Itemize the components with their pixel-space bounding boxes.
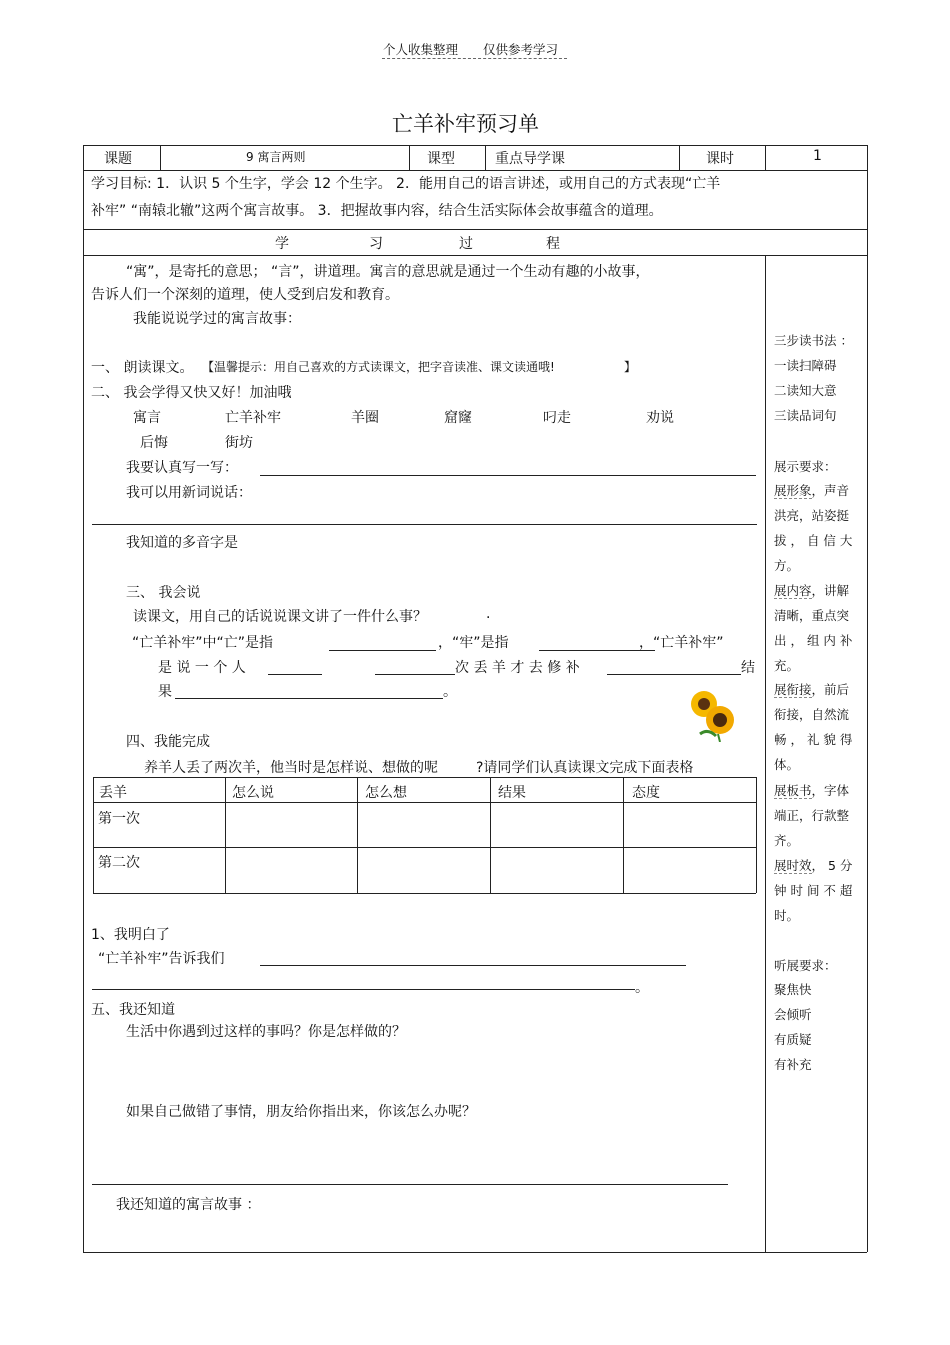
table-header-think: 怎么想 <box>365 785 407 801</box>
sidebar-show-key: 展衔接 <box>774 682 812 697</box>
fill-blank-wang[interactable] <box>329 650 436 651</box>
speak-answer-line[interactable] <box>92 524 757 525</box>
sidebar-show-key: 体。 <box>774 757 800 772</box>
section-1-tip: 【温馨提示：用自己喜欢的方式读课文，把字音读准、课文读通哦! <box>202 360 555 374</box>
table-header-attitude: 态度 <box>632 785 660 801</box>
table-header-lost: 丢羊 <box>99 785 127 801</box>
header-left: 个人收集整理 <box>383 42 459 57</box>
info-key-topic: 课题 <box>104 151 132 167</box>
write-label: 我要认真写一写： <box>126 460 238 476</box>
intro-line-3: 我能说说学过的寓言故事： <box>133 311 301 327</box>
word-8: 街坊 <box>225 435 253 451</box>
table-header-say: 怎么说 <box>232 785 274 801</box>
sidebar-show-line <box>774 506 849 524</box>
fill-text-a: “亡羊补牢”中“亡”是指 <box>132 635 274 651</box>
fill-blank-lao[interactable] <box>539 650 655 651</box>
sidebar-show-key: 钟 时 间 不 超 <box>774 883 853 898</box>
section-1-label: 一、 朗读课文。 <box>91 360 194 376</box>
sidebar-show-key: 畅 ， 礼 貌 得 <box>774 732 853 747</box>
sidebar-show-key: 齐。 <box>774 833 800 848</box>
fill-text-b: ，“牢”是指 <box>438 635 509 651</box>
fill-blank-repair[interactable] <box>607 674 741 675</box>
understand-label: 1、我明白了 <box>91 927 170 943</box>
section-5-answer-line[interactable] <box>92 1184 728 1185</box>
sidebar-listen-title: 听展要求： <box>774 958 837 973</box>
sidebar-show-rest: ， 5 分 <box>811 858 853 873</box>
process-heading-1: 学 <box>275 236 289 252</box>
info-value-type: 重点导学课 <box>495 151 565 167</box>
word-5: 叼走 <box>543 410 571 426</box>
fill-text-d: 是 说 一 个 人 <box>158 660 246 676</box>
table-row-first: 第一次 <box>98 811 140 827</box>
table-top-border <box>83 145 867 146</box>
sidebar-show-line <box>774 531 852 549</box>
sidebar-show-key: 展形象 <box>774 483 812 498</box>
intro-line-1: “寓”，是寄托的意思； “言”，讲道理。寓言的意思就是通过一个生动有趣的小故事， <box>126 264 650 280</box>
sidebar-show-line <box>774 781 849 799</box>
goals-line-1: 学习目标: 1．认识 5 个生字，学会 12 个生字。 2．能用自己的语言讲述，或用自己的方式表现“亡羊 <box>91 176 721 192</box>
word-7: 后悔 <box>140 435 168 451</box>
fill-text-h: 。 <box>443 684 457 700</box>
sidebar-show-key: 展板书 <box>774 783 812 798</box>
sidebar-show-key: 方。 <box>774 558 800 573</box>
sidebar-show-line <box>774 730 852 748</box>
section-4-label: 四、我能完成 <box>126 734 210 750</box>
table-header-result: 结果 <box>498 785 526 801</box>
tells-period: 。 <box>635 980 649 996</box>
sidebar-show-rest: ，讲解 <box>811 583 850 598</box>
goals-line-2: 补牢” “南辕北辙”这两个寓言故事。 3．把握故事内容，结合生活实际体会故事蕴含的道理。 <box>91 203 663 219</box>
polyphone-label: 我知道的多音字是 <box>126 535 238 551</box>
section-5-label: 五、我还知道 <box>91 1002 175 1018</box>
info-value-topic: 9 寓言两则 <box>246 150 306 164</box>
word-4: 窟窿 <box>444 410 472 426</box>
fill-text-c: ，“亡羊补牢” <box>639 635 724 651</box>
sidebar-divider <box>765 255 766 1252</box>
sidebar-show-line <box>774 856 852 874</box>
tells-answer-line-1[interactable] <box>260 965 686 966</box>
word-1: 寓言 <box>133 410 161 426</box>
sidebar-show-key: 拔 ， 自 信 大 <box>774 533 853 548</box>
section-5-question-1: 生活中你遇到过这样的事吗？你是怎样做的？ <box>126 1024 406 1040</box>
speak-label: 我可以用新词说话： <box>126 485 252 501</box>
fill-blank-times[interactable] <box>375 674 455 675</box>
sidebar-show-line <box>774 631 852 649</box>
process-heading-2: 习 <box>369 236 383 252</box>
fill-text-f: 结 <box>741 660 755 676</box>
process-heading-3: 过 <box>459 236 473 252</box>
sidebar-show-line <box>774 906 799 924</box>
info-key-hours: 课时 <box>706 151 734 167</box>
fill-text-e: 次 丢 羊 才 去 修 补 <box>455 660 580 676</box>
sidebar-show-rest: ，前后 <box>811 682 850 697</box>
section-2-label: 二、 我会学得又快又好！加油哦 <box>91 385 292 401</box>
intro-line-2: 告诉人们一个深刻的道理，使人受到启发和教育。 <box>91 287 399 303</box>
sidebar-show-rest: ，字体 <box>811 783 850 798</box>
sidebar-show-line <box>774 656 799 674</box>
sidebar-listen-4: 有补充 <box>774 1057 812 1072</box>
process-heading-4: 程 <box>546 236 560 252</box>
sidebar-show-line <box>774 680 849 698</box>
sidebar-show-key: 时。 <box>774 908 800 923</box>
page-title: 亡羊补牢预习单 <box>392 112 539 136</box>
sidebar-show-line <box>774 881 852 899</box>
fill-text-g: 果 <box>158 684 172 700</box>
tells-answer-line-2[interactable] <box>92 989 635 990</box>
sidebar-step-3: 三读品词句 <box>774 408 837 423</box>
info-value-hours: 1 <box>813 148 822 164</box>
section-5-question-2: 如果自己做错了事情，朋友给你指出来，你该怎么办呢？ <box>126 1104 476 1120</box>
sunflower-icon <box>690 688 736 742</box>
sidebar-step-1: 一读扫障碍 <box>774 358 837 373</box>
fill-blank-result[interactable] <box>175 698 443 699</box>
sidebar-show-line <box>774 606 849 624</box>
stories-label: 我还知道的寓言故事 ： <box>116 1197 261 1213</box>
sidebar-steps-title: 三步读书法 ： <box>774 333 853 348</box>
sidebar-show-title: 展示要求： <box>774 459 837 474</box>
sidebar-show-key: 充。 <box>774 658 800 673</box>
info-key-type: 课型 <box>427 151 455 167</box>
tells-label: “亡羊补牢”告诉我们 <box>98 951 225 967</box>
sidebar-show-key: 出 ， 组 内 补 <box>774 633 853 648</box>
sidebar-show-line <box>774 581 849 599</box>
section-4-question-2: ?请同学们认真读课文完成下面表格 <box>476 760 694 776</box>
section-3-question: 读课文，用自己的话说说课文讲了一件什么事？ <box>133 609 427 625</box>
sidebar-listen-3: 有质疑 <box>774 1032 812 1047</box>
sidebar-show-key: 清晰，重点突 <box>774 608 850 623</box>
sidebar-show-line <box>774 705 849 723</box>
word-2: 亡羊补牢 <box>225 410 281 426</box>
sidebar-show-line <box>774 806 849 824</box>
section-1-tip-end: 】 <box>624 360 637 374</box>
sidebar-show-key: 衔接，自然流 <box>774 707 850 722</box>
fill-blank-person[interactable] <box>268 674 322 675</box>
sidebar-listen-2: 会倾听 <box>774 1007 812 1022</box>
sidebar-show-key: 端正，行款整 <box>774 808 850 823</box>
write-answer-line[interactable] <box>260 475 756 476</box>
header-divider <box>382 58 567 59</box>
header-right: 仅供参考学习 <box>483 42 559 57</box>
sidebar-step-2: 二读知大意 <box>774 383 837 398</box>
sidebar-show-key: 洪亮，站姿挺 <box>774 508 850 523</box>
sidebar-show-key: 展内容 <box>774 583 812 598</box>
sidebar-show-line <box>774 831 799 849</box>
word-6: 劝说 <box>646 410 674 426</box>
table-row-second: 第二次 <box>98 855 140 871</box>
table-bottom-border <box>83 1252 867 1253</box>
section-3-dot: . <box>486 606 491 622</box>
word-3: 羊圈 <box>351 410 379 426</box>
sidebar-listen-1: 聚焦快 <box>774 982 812 997</box>
sidebar-show-line <box>774 755 799 773</box>
sidebar-show-line <box>774 556 799 574</box>
sidebar-show-line <box>774 481 849 499</box>
section-4-question-1: 养羊人丢了两次羊，他当时是怎样说、想做的呢 <box>144 760 438 776</box>
sidebar-show-key: 展时效 <box>774 858 812 873</box>
sidebar-show-rest: ，声音 <box>811 483 850 498</box>
section-3-label: 三、 我会说 <box>126 585 201 601</box>
